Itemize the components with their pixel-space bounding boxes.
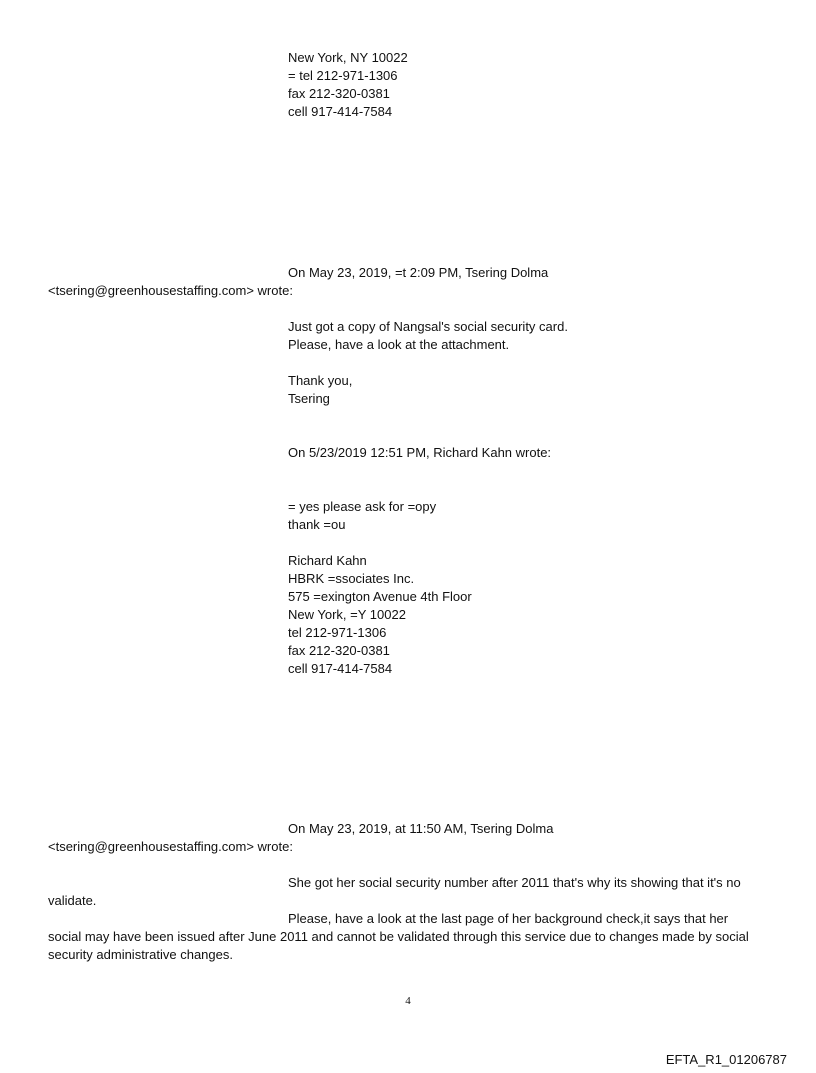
email1-header-line2: <tsering@greenhousestaffing.com> wrote: [48, 283, 293, 298]
sig2-company: HBRK =ssociates Inc. [288, 571, 415, 586]
email3-header-line1: On May 23, 2019, at 11:50 AM, Tsering Dolma [288, 821, 554, 836]
email3-para2-line2: social may have been issued after June 2011 and cannot be validated through this service due to changes made by social [48, 929, 749, 944]
email1-header-line1: On May 23, 2019, =t 2:09 PM, Tsering Dolma [288, 265, 549, 280]
sig2-address: 575 =exington Avenue 4th Floor [288, 589, 472, 604]
sig2-name: Richard Kahn [288, 553, 367, 568]
email2-body-line1: = yes please ask for =opy [288, 499, 437, 514]
email2-header: On 5/23/2019 12:51 PM, Richard Kahn wrote: [288, 445, 552, 460]
email1-signoff: Tsering [288, 391, 330, 406]
sig2-cell: cell 917-414-7584 [288, 661, 393, 676]
sig1-tel: = tel 212-971-1306 [288, 68, 398, 83]
email3-para2-line3: security administrative changes. [48, 947, 233, 962]
email1-closing: Thank you, [288, 373, 353, 388]
email3-para2-line1: Please, have a look at the last page of her background check,it says that her [288, 911, 729, 926]
document-id: EFTA_R1_01206787 [665, 1052, 787, 1067]
email1-body-line2: Please, have a look at the attachment. [288, 337, 510, 352]
email3-header-line2: <tsering@greenhousestaffing.com> wrote: [48, 839, 293, 854]
sig2-fax: fax 212-320-0381 [288, 643, 390, 658]
sig1-city-line: New York, NY 10022 [288, 50, 408, 65]
email1-body-line1: Just got a copy of Nangsal's social security card. [288, 319, 568, 334]
email3-para1-line2: validate. [48, 893, 97, 908]
sig2-tel: tel 212-971-1306 [288, 625, 387, 640]
email3-para1-line1: She got her social security number after 2011 that's why its showing that it's no [288, 875, 741, 890]
sig1-cell: cell 917-414-7584 [288, 104, 393, 119]
email2-body-line2: thank =ou [288, 517, 346, 532]
sig1-fax: fax 212-320-0381 [288, 86, 390, 101]
page-number: 4 [405, 995, 411, 1007]
sig2-city-line: New York, =Y 10022 [288, 607, 406, 622]
